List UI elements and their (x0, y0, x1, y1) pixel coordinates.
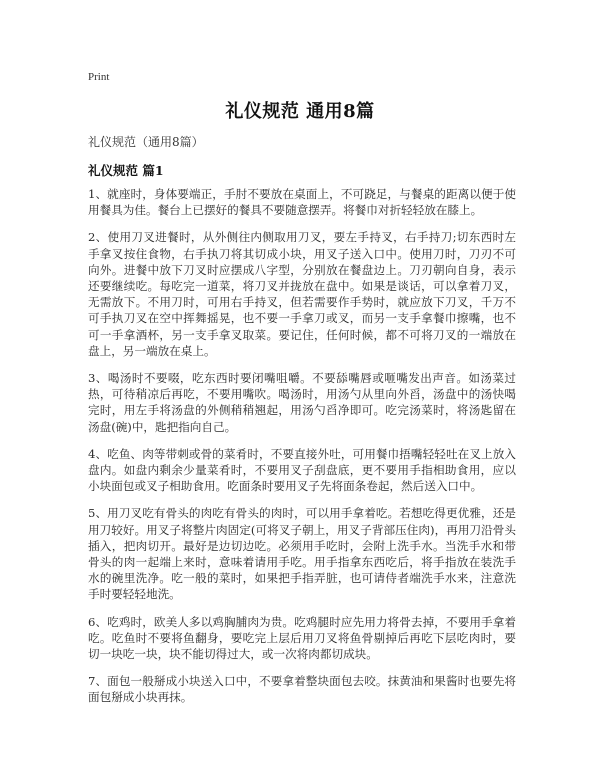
paragraph-6: 6、吃鸡时，欧美人多以鸡胸脯肉为贵。吃鸡腿时应先用力将骨去掉，不要用手拿着吃。吃鱼时不要将鱼翻身，要吃完上层后用刀叉将鱼骨剔掉后再吃下层吃肉时，要切一块吃一块，块不能切得过大，或一次将肉都切成块。 (88, 614, 516, 662)
paragraph-2: 2、使用刀叉进餐时，从外侧往内侧取用刀叉，要左手持叉，右手持刀;切东西时左手拿叉按住食物，右手执刀将其切成小块，用叉子送入口中。使用刀时，刀刃不可向外。进餐中放下刀叉时应摆成八字型，分别放在餐盘边上。刀刃朝向自身，表示还要继续吃。每吃完一道菜，将刀叉并拢放在盘中。如果是谈话，可以拿着刀叉，无需放下。不用刀时，可用右手持叉，但若需要作手势时，就应放下刀叉，千万不可手执刀叉在空中挥舞摇晃，也不要一手拿刀或叉，而另一支手拿餐巾擦嘴，也不可一手拿酒杯，另一支手拿叉取菜。要记住，任何时候，都不可将刀叉的一端放在盘上，另一端放在桌上。 (88, 230, 516, 358)
document-subtitle: 礼仪规范（通用8篇） (88, 135, 204, 149)
paragraph-4: 4、吃鱼、肉等带刺或骨的菜肴时，不要直接外吐，可用餐巾捂嘴轻轻吐在叉上放入盘内。如盘内剩余少量菜肴时，不要用叉子刮盘底，更不要用手指相助食用，应以小块面包或叉子相助食用。吃面条时要用叉子先将面条卷起，然后送入口中。 (88, 446, 516, 494)
paragraph-5: 5、用刀叉吃有骨头的肉吃有骨头的肉时，可以用手拿着吃。若想吃得更优雅，还是用刀较好。用叉子将整片肉固定(可将叉子朝上，用叉子背部压住肉)，再用刀沿骨头插入，把肉切开。最好是边切边吃。必须用手吃时，会附上洗手水。当洗手水和带骨头的肉一起端上来时，意味着请用手吃。用手指拿东西吃后，将手指放在装洗手水的碗里洗净。吃一般的菜时，如果把手指弄脏，也可请侍者端洗手水来，注意洗手时要轻轻地洗。 (88, 506, 516, 602)
paragraph-3: 3、喝汤时不要啜，吃东西时要闭嘴咀嚼。不要舔嘴唇或咂嘴发出声音。如汤菜过热，可待稍凉后再吃，不要用嘴吹。喝汤时，用汤勺从里向外舀，汤盘中的汤快喝完时，用左手将汤盘的外侧稍稍翘起，用汤勺舀净即可。吃完汤菜时，将汤匙留在汤盘(碗)中，匙把指向自己。 (88, 371, 516, 434)
print-link[interactable]: Print (88, 71, 110, 83)
paragraph-1: 1、就座时，身体要端正，手肘不要放在桌面上，不可跷足，与餐桌的距离以便于使用餐具为佳。餐台上已摆好的餐具不要随意摆弄。将餐巾对折轻轻放在膝上。 (88, 187, 516, 218)
document-body (88, 186, 516, 717)
section-heading: 礼仪规范 篇1 (88, 163, 164, 178)
paragraph-7: 7、面包一般掰成小块送入口中，不要拿着整块面包去咬。抹黄油和果酱时也要先将面包掰成小块再抹。 (88, 674, 516, 705)
page-title: 礼仪规范 通用8篇 (225, 101, 375, 122)
